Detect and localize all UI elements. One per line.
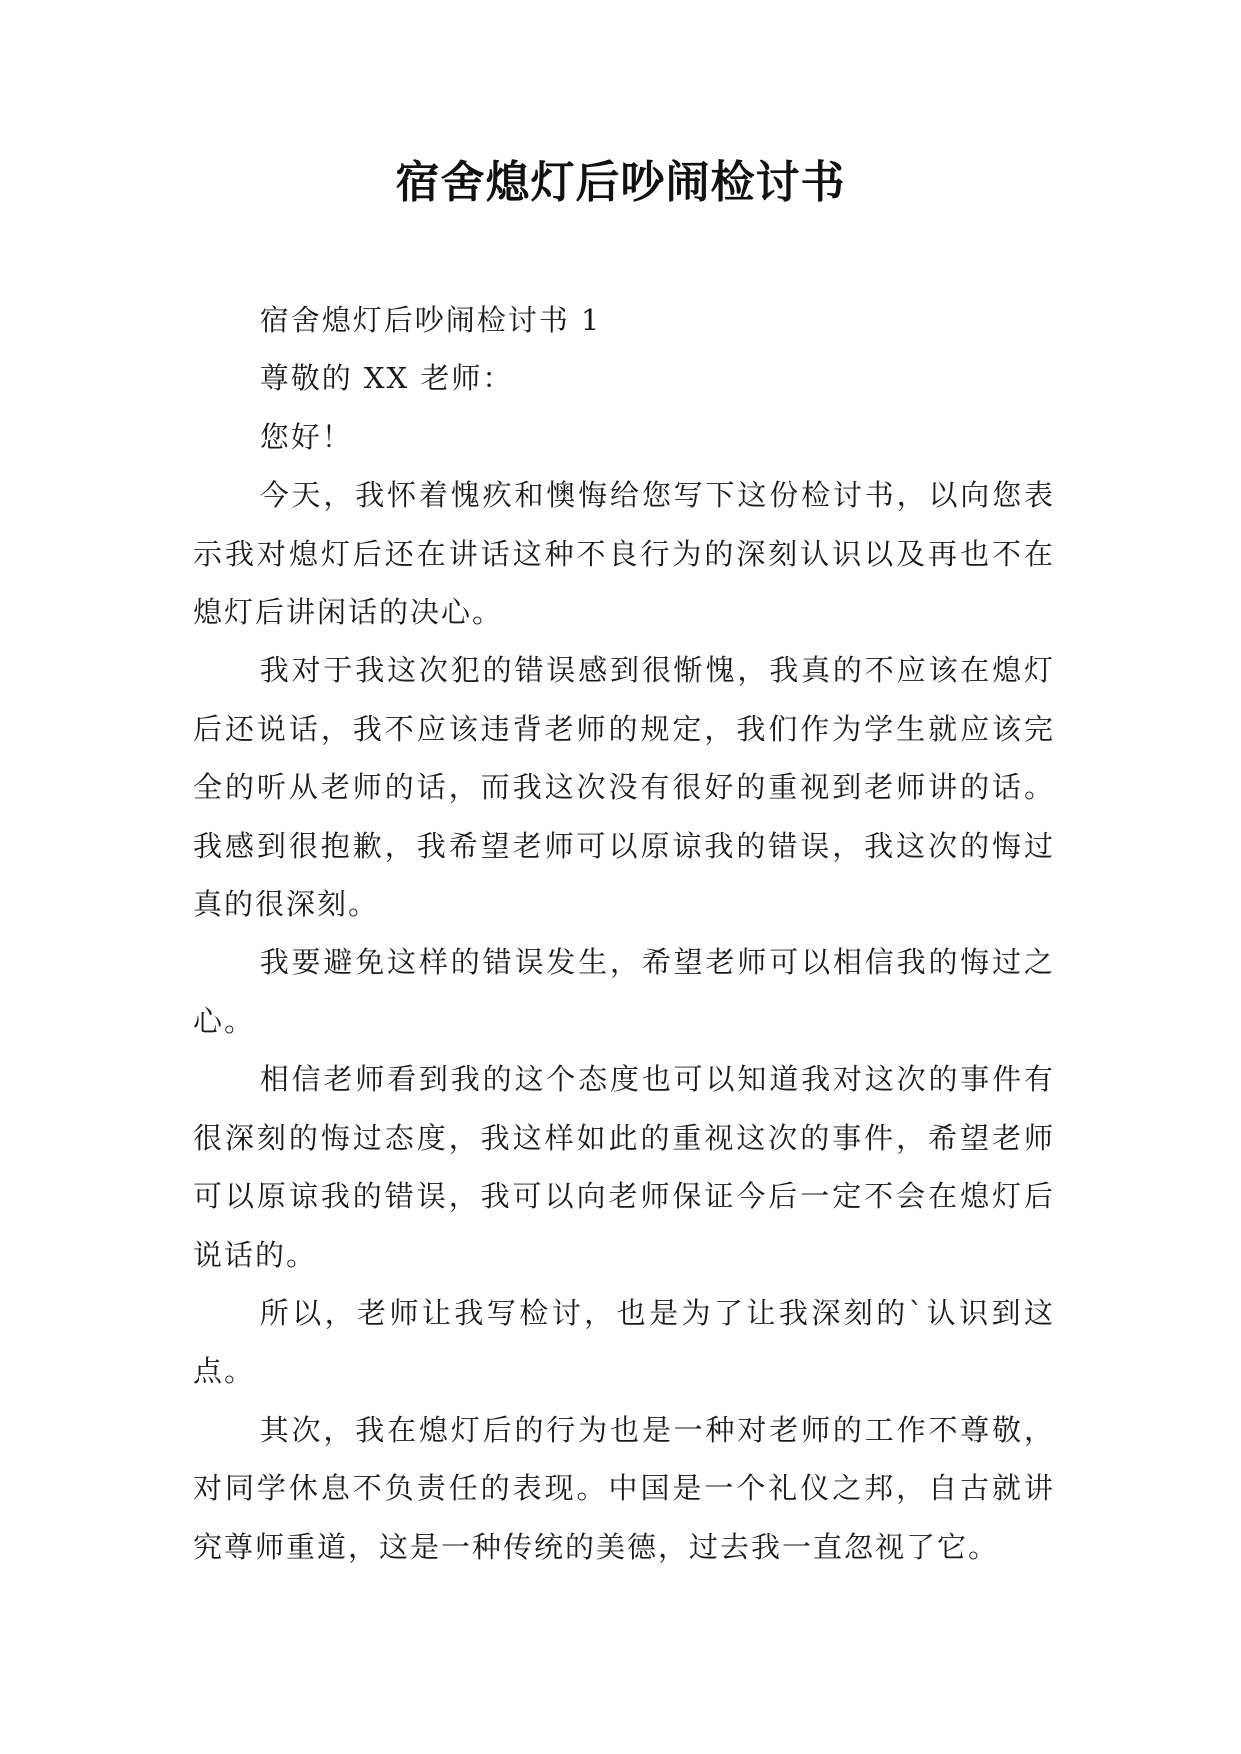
document-title: 宿舍熄灯后吵闹检讨书 [395,157,846,208]
paragraph-salutation: 尊敬的 XX 老师： [259,361,514,396]
document-body [193,291,1055,1576]
paragraph: 其次，我在熄灯后的行为也是一种对老师的工作不尊敬，对同学休息不负责任的表现。中国是一个礼仪之邦，自古就讲究尊师重道，这是一种传统的美德，过去我一直忽视了它。 [193,1412,1055,1564]
paragraph-heading: 宿舍熄灯后吵闹检讨书 1 [259,303,602,337]
paragraph: 所以，老师让我写检讨，也是为了让我深刻的`认识到这点。 [193,1295,1055,1389]
paragraph: 我对于我这次犯的错误感到很惭愧，我真的不应该在熄灯后还说话，我不应该违背老师的规定，我们作为学生就应该完全的听从老师的话，而我这次没有很好的重视到老师讲的话。我感到很抱歉，我希望老师可以原谅我的错误，我这次的悔过真的很深刻。 [193,653,1055,922]
paragraph: 今天，我怀着愧疚和懊悔给您写下这份检讨书，以向您表示我对熄灯后还在讲话这种不良行为的深刻认识以及再也不在熄灯后讲闲话的决心。 [193,478,1055,630]
paragraph: 相信老师看到我的这个态度也可以知道我对这次的事件有很深刻的悔过态度，我这样如此的重视这次的事件，希望老师可以原谅我的错误，我可以向老师保证今后一定不会在熄灯后说话的。 [193,1062,1055,1272]
paragraph: 我要避免这样的错误发生，希望老师可以相信我的悔过之心。 [193,945,1055,1038]
paragraph-greeting: 您好！ [259,419,353,454]
